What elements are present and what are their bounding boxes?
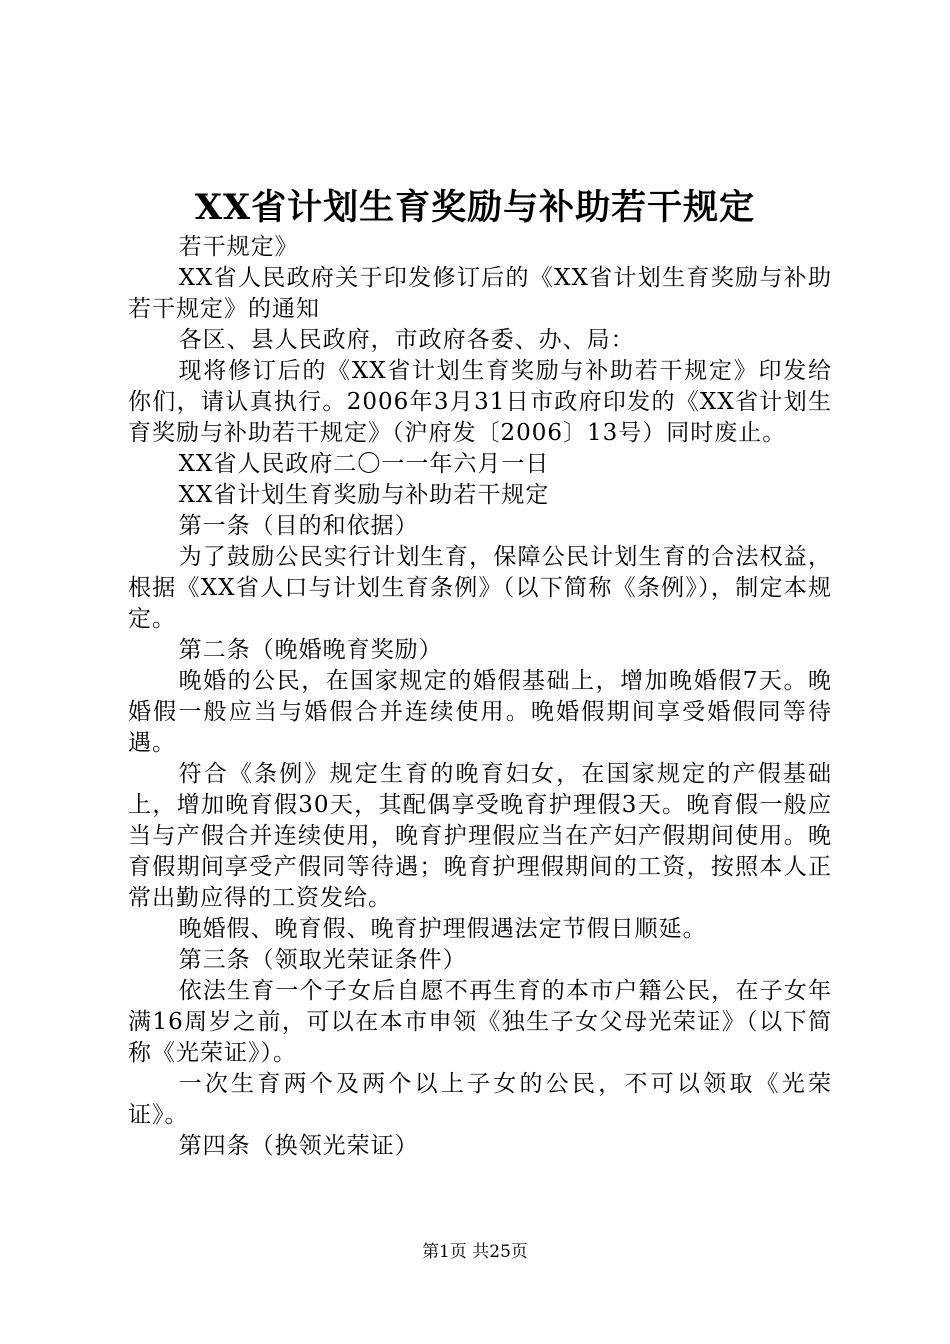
paragraph: XX省人民政府关于印发修订后的《XX省计划生育奖励与补助若干规定》的通知: [128, 265, 832, 322]
paragraph: 一次生育两个及两个以上子女的公民，不可以领取《光荣证》。: [128, 1071, 832, 1128]
section-heading: 第一条（目的和依据）: [178, 513, 419, 539]
paragraph: 符合《条例》规定生育的晚育妇女，在国家规定的产假基础上，增加晚育假30天，其配偶享受晚育护理假3天。晚育假一般应当与产假合并连续使用，晚育护理假应当在产妇产假期间使用。晚育假期间享受产假同等待遇；晚育护理假期间的工资，按照本人正常出勤应得的工资发给。: [128, 761, 832, 911]
paragraph: XX省计划生育奖励与补助若干规定: [178, 482, 550, 508]
document-title: XX省计划生育奖励与补助若干规定: [194, 187, 756, 228]
paragraph: 晚婚的公民，在国家规定的婚假基础上，增加晚婚假7天。晚婚假一般应当与婚假合并连续使用。晚婚假期间享受婚假同等待遇。: [128, 668, 832, 756]
paragraph: 各区、县人民政府，市政府各委、办、局：: [178, 327, 635, 353]
section-heading: 第二条（晚婚晚育奖励）: [178, 637, 443, 663]
paragraph: 晚婚假、晚育假、晚育护理假遇法定节假日顺延。: [178, 916, 707, 942]
paragraph: 为了鼓励公民实行计划生育，保障公民计划生育的合法权益，根据《XX省人口与计划生育条例》（以下简称《条例》），制定本规定。: [128, 544, 832, 632]
section-heading: 第三条（领取光荣证条件）: [178, 947, 467, 973]
paragraph: XX省人民政府二〇一一年六月一日: [178, 451, 550, 477]
paragraph: 依法生育一个子女后自愿不再生育的本市户籍公民，在子女年满16周岁之前，可以在本市申领《独生子女父母光荣证》（以下简称《光荣证》）。: [128, 978, 832, 1066]
section-heading: 第四条（换领光荣证）: [178, 1133, 419, 1159]
document-body: [128, 232, 832, 1162]
page-number-footer: 第1页 共25页: [422, 1242, 528, 1262]
paragraph: 现将修订后的《XX省计划生育奖励与补助若干规定》印发给你们，请认真执行。2006年3月31日市政府印发的《XX省计划生育奖励与补助若干规定》（沪府发〔2006〕13号）同时废止。: [128, 358, 832, 446]
paragraph: 若干规定》: [178, 234, 299, 260]
